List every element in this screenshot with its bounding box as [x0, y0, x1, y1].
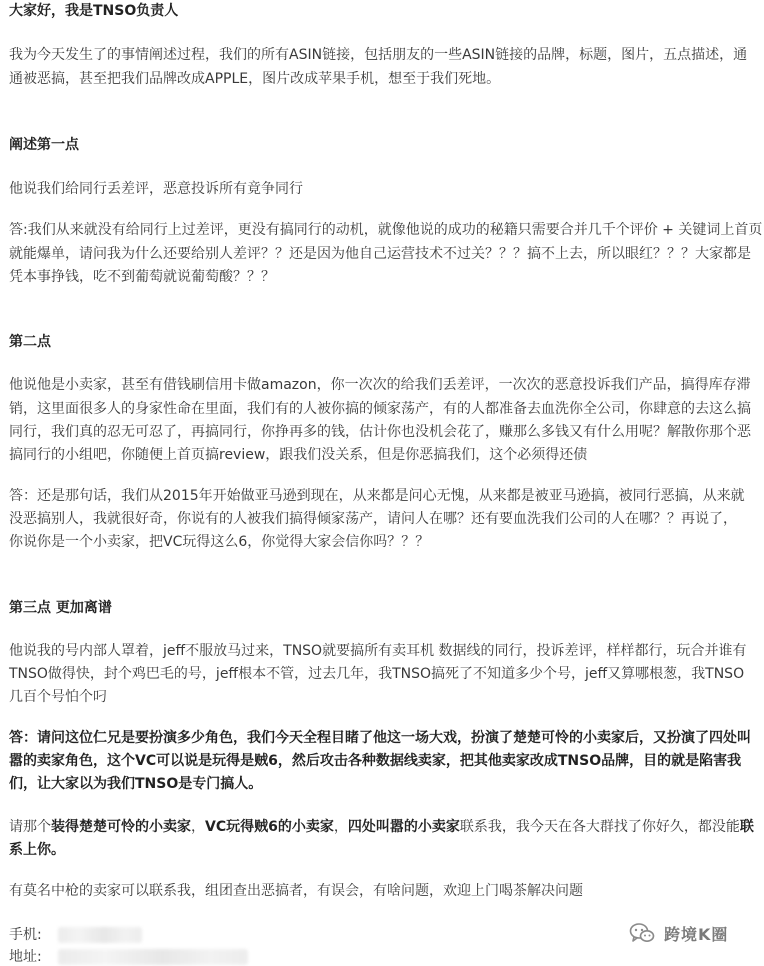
address-label: 地址: [9, 949, 42, 965]
intro-line: 通被恶搞，甚至把我们品牌改成APPLE，图片改成苹果手机，想至于我们死地。 [9, 71, 501, 87]
watermark-text: 跨境K圈 [664, 924, 729, 944]
appeal-bold: 联 [739, 819, 754, 835]
point2-claim-line: 搞同行的小组吧，你随便上首页搞review，跟我们没关系，但是你恶搞我们，这个必须得还债 [9, 447, 588, 463]
point3-answer-line: 们，让大家以为我们TNSO是专门搞人。 [9, 776, 263, 792]
appeal-text: ， [191, 819, 205, 835]
point2-claim-line: 销，这里面很多人的身家性命在里面，我们有的人被你搞的倾家荡产，有的人都准备去血洗你全公司，你肆意的去这么搞 [9, 401, 751, 417]
point1-claim: 他说我们给同行丢差评，恶意投诉所有竟争同行 [9, 181, 303, 197]
closing-text: 有莫名中枪的卖家可以联系我，组团查出恶搞者，有误会，有啥问题，欢迎上门喝茶解决问题 [9, 883, 583, 899]
point2-claim-line: 同行，我们真的忍无可忍了，再搞同行，你挣再多的钱，估计你也没机会花了，赚那么多钱又有什么用呢？解散你那个恶 [9, 424, 751, 440]
article-title: 大家好，我是TNSO负责人 [9, 3, 179, 19]
point3-claim-line: 几百个号怕个叼 [9, 689, 107, 705]
intro-line: 我为今天发生了的事情阐述过程，我们的所有ASIN链接，包括朋友的一些ASIN链接的品牌，标题，图片，五点描述，通 [9, 47, 748, 63]
point3-claim-line: TNSO做得快，封个鸡巴毛的号，jeff根本不管，过去几年，我TNSO搞死了不知道多少个号，jeff又算哪根葱，我TNSO [9, 666, 745, 682]
point3-answer-line: 答：请问这位仁兄是要扮演多少角色，我们今天全程目睹了他这一场大戏，扮演了楚楚可怜的小卖家后，又扮演了四处叫 [9, 730, 751, 746]
appeal-bold: VC玩得贼6的小卖家 [205, 819, 334, 835]
point1-answer-line: 答:我们从来就没有给同行上过差评，更没有搞同行的动机，就像他说的成功的秘籍只需要合并几千个评价 + 关键词上首页 [9, 222, 763, 238]
point1-answer-line: 凭本事挣钱，吃不到葡萄就说葡萄酸？？？ [9, 269, 275, 285]
point1-answer-line: 就能爆单，请问我为什么还要给别人差评？？还是因为他自己运营技术不过关？？？搞不上去，所以眼红？？？大家都是 [9, 246, 751, 262]
point3-claim-line: 他说我的号内部人罩着，jeff不服放马过来，TNSO就要搞所有卖耳机 数据线的同行，投诉差评，样样都行，玩合并谁有 [9, 643, 747, 659]
phone-label: 手机: [9, 927, 42, 943]
wechat-icon [628, 919, 656, 947]
redacted-address [58, 949, 248, 965]
appeal-bold: 装得楚楚可怜的小卖家 [51, 819, 191, 835]
appeal-line: 系上你。 [9, 842, 65, 858]
point2-answer-line: 你说你是一个小卖家，把VC玩得这么6，你觉得大家会信你吗？？？ [9, 534, 430, 550]
point2-answer-line: 没恶搞别人，我就很好奇，你说有的人被我们搞得倾家荡产，请问人在哪？还有要血洗我们公司的人在哪？？再说了， [9, 511, 737, 527]
section-heading-point1: 阐述第一点 [9, 137, 79, 153]
appeal-line [9, 816, 753, 838]
point3-answer-line: 嚣的卖家角色，这个VC可以说是玩得是贼6，然后攻击各种数据线卖家，把其他卖家改成TNSO品牌，目的就是陷害我 [9, 753, 742, 769]
point2-claim-line: 他说他是小卖家，甚至有借钱刷信用卡做amazon，你一次次的给我们丢差评，一次次的恶意投诉我们产品，搞得库存滞 [9, 377, 751, 393]
point2-answer-line: 答：还是那句话，我们从2015年开始做亚马逊到现在，从来都是问心无愧，从来都是被亚马逊搞，被同行恶搞，从来就 [9, 488, 745, 504]
appeal-text: ， [333, 819, 348, 835]
section-heading-point3: 第三点 更加离谱 [9, 600, 112, 616]
redacted-phone [58, 927, 142, 943]
watermark [628, 916, 758, 950]
appeal-bold: 四处叫嚣的小卖家 [347, 819, 460, 835]
appeal-text: 联系我，我今天在各大群找了你好久，都没能 [459, 819, 740, 835]
section-heading-point2: 第二点 [9, 334, 51, 350]
appeal-text: 请那个 [9, 819, 51, 835]
